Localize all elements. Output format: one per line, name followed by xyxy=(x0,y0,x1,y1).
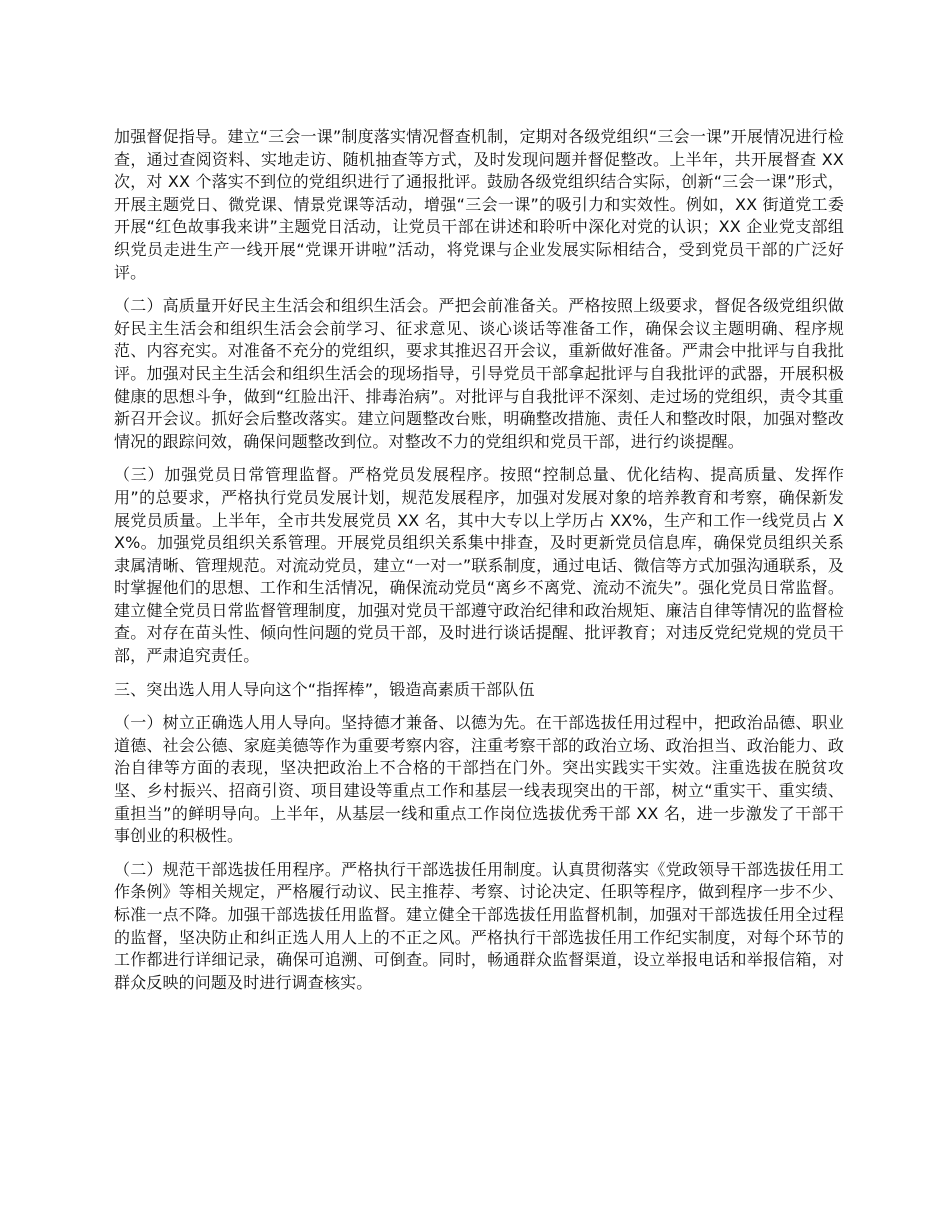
paragraph-selection-orientation: （一）树立正确选人用人导向。坚持德才兼备、以德为先。在干部选拔任用过程中，把政治品德、职业道德、社会公德、家庭美德等作为重要考察内容，注重考察干部的政治立场、政治担当、政治能力、政治自律等方面的表现，坚决把政治上不合格的干部挡在门外。突出实践实干实效。注重选拔在脱贫攻坚、乡村振兴、招商引资、项目建设等重点工作和基层一线表现突出的干部，树立“重实干、重实绩、重担当”的鲜明导向。上半年，从基层一线和重点工作岗位选拔优秀干部 XX 名，进一步激发了干部干事创业的积极性。 xyxy=(114,713,844,846)
paragraph-democratic-life-meeting: （二）高质量开好民主生活会和组织生活会。严把会前准备关。严格按照上级要求，督促各级党组织做好民主生活会和组织生活会会前学习、征求意见、谈心谈话等准备工作，确保会议主题明确、程序规范、内容充实。对准备不充分的党组织，要求其推迟召开会议，重新做好准备。严肃会中批评与自我批评。加强对民主生活会和组织生活会的现场指导，引导党员干部拿起批评与自我批评的武器，开展积极健康的思想斗争，做到“红脸出汗、排毒治病”。对批评与自我批评不深刻、走过场的党组织，责令其重新召开会议。抓好会后整改落实。建立问题整改台账，明确整改措施、责任人和整改时限，加强对整改情况的跟踪问效，确保问题整改到位。对整改不力的党组织和党员干部，进行约谈提醒。 xyxy=(114,296,844,451)
section-heading-three: 三、突出选人用人导向这个“指挥棒”，锻造高素质干部队伍 xyxy=(114,679,535,699)
document-body xyxy=(114,126,844,1005)
paragraph-member-management: （三）加强党员日常管理监督。严格党员发展程序。按照“控制总量、优化结构、提高质量、发挥作用”的总要求，严格执行党员发展计划，规范发展程序，加强对发展对象的培养教育和考察，确保新发展党员质量。上半年，全市共发展党员 XX 名，其中大专以上学历占 XX%，生产和工作一线党员占 XX%。加强党员组织关系管理。开展党员组织关系集中排查，及时更新党员信息库，确保党员组织关系隶属清晰、管理规范。对流动党员，建立“一对一”联系制度，通过电话、微信等方式加强沟通联系，及时掌握他们的思想、工作和生活情况，确保流动党员“离乡不离党、流动不流失”。强化党员日常监督。建立健全党员日常监督管理制度，加强对党员干部遵守政治纪律和政治规矩、廉洁自律等情况的监督检查。对存在苗头性、倾向性问题的党员干部，及时进行谈话提醒、批评教育；对违反党纪党规的党员干部，严肃追究责任。 xyxy=(114,465,844,666)
paragraph-selection-procedure: （二）规范干部选拔任用程序。严格执行干部选拔任用制度。认真贯彻落实《党政领导干部选拔任用工作条例》等相关规定，严格履行动议、民主推荐、考察、讨论决定、任职等程序，做到程序一步不少、标准一点不降。加强干部选拔任用监督。建立健全干部选拔任用监督机制，加强对干部选拔任用全过程的监督，坚决防止和纠正选人用人上的不正之风。严格执行干部选拔任用工作纪实制度，对每个环节的工作都进行详细记录，确保可追溯、可倒查。同时，畅通群众监督渠道，设立举报电话和举报信箱，对群众反映的问题及时进行调查核实。 xyxy=(114,859,844,992)
paragraph-supervision: 加强督促指导。建立“三会一课”制度落实情况督查机制，定期对各级党组织“三会一课”开展情况进行检查，通过查阅资料、实地走访、随机抽查等方式，及时发现问题并督促整改。上半年，共开展督查 XX 次，对 XX 个落实不到位的党组织进行了通报批评。鼓励各级党组织结合实际，创新“三会一课”形式，开展主题党日、微党课、情景党课等活动，增强“三会一课”的吸引力和实效性。例如，XX 街道党工委开展“红色故事我来讲”主题党日活动，让党员干部在讲述和聆听中深化对党的认识；XX 企业党支部组织党员走进生产一线开展“党课开讲啦”活动，将党课与企业发展实际相结合，受到党员干部的广泛好评。 xyxy=(114,127,844,282)
